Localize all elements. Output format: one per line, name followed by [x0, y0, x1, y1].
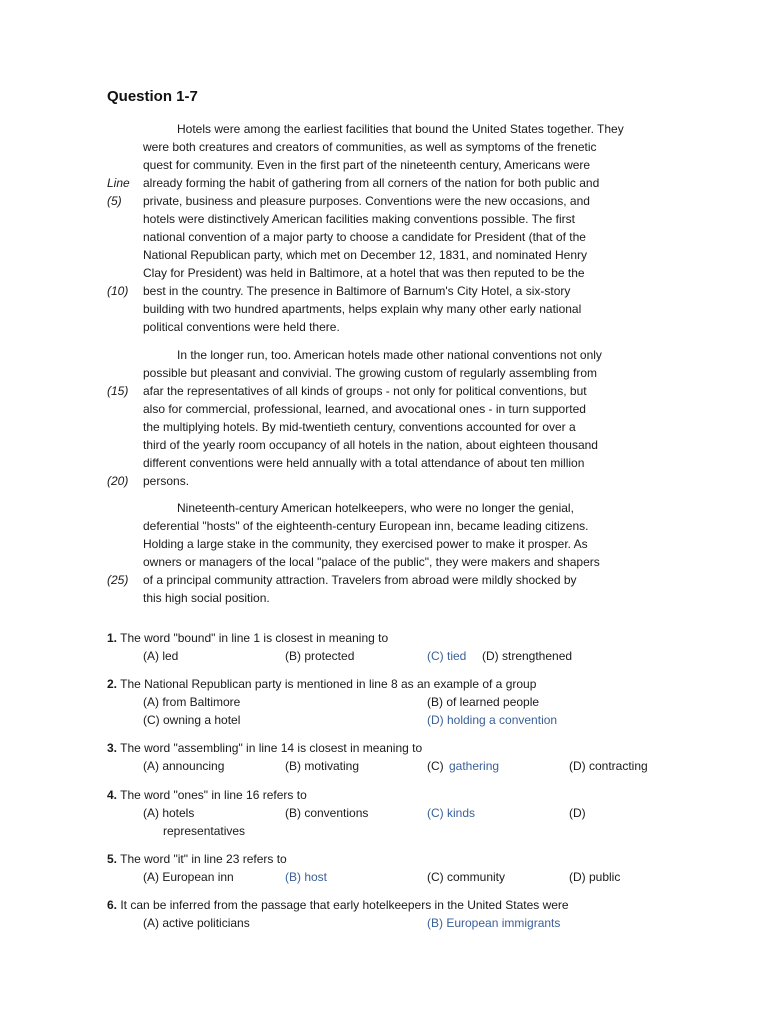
passage-line: third of the yearly room occupancy of all hotels in the nation, about eighteen thousand [143, 437, 598, 452]
answer-option[interactable]: (A) announcing [143, 759, 225, 773]
question-number: 2. [107, 677, 118, 691]
passage-line: political conventions were held there. [143, 320, 340, 334]
question-number: 5. [107, 852, 118, 866]
question-number: 6. [107, 898, 118, 912]
question-text [107, 629, 388, 647]
answer-option-highlighted[interactable]: (B) European immigrants [427, 916, 561, 930]
answer-option[interactable]: (C) owning a hotel [143, 713, 241, 727]
answer-option[interactable]: (B) protected [285, 649, 355, 663]
question-stem: The National Republican party is mentioned in line 8 as an example of a group [117, 677, 537, 691]
answer-option-highlighted[interactable]: gathering [449, 759, 500, 773]
question-number: 1. [107, 631, 118, 645]
answer-option[interactable]: (A) from Baltimore [143, 695, 241, 709]
passage-line: Clay for President) was held in Baltimore, at a hotel that was then reputed to be the [143, 266, 585, 280]
passage-line: different conventions were held annually with a total attendance of about ten million [143, 455, 585, 470]
answer-option[interactable]: (A) European inn [143, 870, 234, 884]
answer-option[interactable]: (B) motivating [285, 759, 360, 773]
answer-option[interactable]: representatives [163, 824, 246, 838]
question-stem: The word "it" in line 23 refers to [117, 852, 287, 866]
line-number: (10) [107, 284, 129, 298]
passage-line: already forming the habit of gathering from all corners of the nation for both public and [143, 176, 600, 190]
question-stem: The word "ones" in line 16 refers to [117, 788, 307, 802]
question-stem: The word "bound" in line 1 is closest in meaning to [117, 631, 389, 645]
line-number: Line [107, 176, 130, 190]
question-text [107, 896, 569, 914]
passage-line: of a principal community attraction. Travelers from abroad were mildly shocked by [143, 573, 577, 587]
passage-line: were both creatures and creators of communities, as well as symptoms of the frenetic [143, 140, 597, 154]
question-stem: The word "assembling" in line 14 is closest in meaning to [117, 741, 423, 755]
line-number: (25) [107, 573, 129, 587]
answer-option[interactable]: (A) active politicians [143, 916, 250, 930]
answer-option[interactable]: (A) led [143, 649, 179, 663]
page-title: Question 1-7 [107, 88, 198, 105]
question-text [107, 675, 536, 693]
passage-line: persons. [143, 473, 190, 488]
passage-line: National Republican party, which met on December 12, 1831, and nominated Henry [143, 248, 588, 262]
passage-line: deferential "hosts" of the eighteenth-century European inn, became leading citizens. [143, 519, 589, 533]
answer-option-highlighted[interactable]: (C) kinds [427, 806, 476, 820]
line-number: (20) [107, 473, 129, 488]
passage-line: national convention of a major party to choose a candidate for President (that of the [143, 230, 586, 244]
passage-line: afar the representatives of all kinds of groups - not only for political conventions, but [143, 383, 587, 398]
passage-line: hotels were distinctively American facilities making conventions possible. The first [143, 212, 575, 226]
question-stem: It can be inferred from the passage that early hotelkeepers in the United States were [117, 898, 569, 912]
line-number: (5) [107, 194, 122, 208]
answer-option[interactable]: (D) public [569, 870, 621, 884]
passage-line: Holding a large stake in the community, they exercised power to make it prosper. As [143, 537, 588, 551]
line-number: (15) [107, 383, 129, 398]
passage-line: private, business and pleasure purposes. Conventions were the new occasions, and [143, 194, 590, 208]
passage-line: owners or managers of the local "palace of the public", they were makers and shapers [143, 555, 600, 569]
question-number: 4. [107, 788, 118, 802]
question-text [107, 786, 307, 804]
answer-option[interactable]: (D) contracting [569, 759, 648, 773]
answer-option[interactable]: (D) [569, 806, 586, 820]
question-text [107, 850, 287, 868]
answer-option[interactable]: (C) [427, 759, 444, 773]
passage-line: quest for community. Even in the first part of the nineteenth century, Americans were [143, 158, 591, 172]
answer-option[interactable]: (D) strengthened [482, 649, 573, 663]
passage-line: this high social position. [143, 591, 270, 605]
answer-option-highlighted[interactable]: (C) tied [427, 649, 467, 663]
passage-line: best in the country. The presence in Baltimore of Barnum's City Hotel, a six-story [143, 284, 571, 298]
passage-line: building with two hundred apartments, helps explain why many other early national [143, 302, 582, 316]
passage-line: In the longer run, too. American hotels made other national conventions not only [177, 347, 602, 362]
answer-option[interactable]: (C) community [427, 870, 506, 884]
passage-line: also for commercial, professional, learned, and avocational ones - in turn supported [143, 401, 586, 416]
answer-option-highlighted[interactable]: (D) holding a convention [427, 713, 558, 727]
passage-line: possible but pleasant and convivial. The growing custom of regularly assembling from [143, 365, 598, 380]
question-text [107, 739, 422, 757]
answer-option[interactable]: (A) hotels [143, 806, 195, 820]
answer-option-highlighted[interactable]: (B) host [285, 870, 328, 884]
question-number: 3. [107, 741, 118, 755]
answer-option[interactable]: (B) of learned people [427, 695, 540, 709]
passage-line: Hotels were among the earliest facilities that bound the United States together. They [177, 122, 624, 136]
passage-line: Nineteenth-century American hotelkeepers, who were no longer the genial, [177, 501, 574, 515]
passage-line: the multiplying hotels. By mid-twentieth century, conventions accounted for over a [143, 419, 576, 434]
answer-option[interactable]: (B) conventions [285, 806, 369, 820]
